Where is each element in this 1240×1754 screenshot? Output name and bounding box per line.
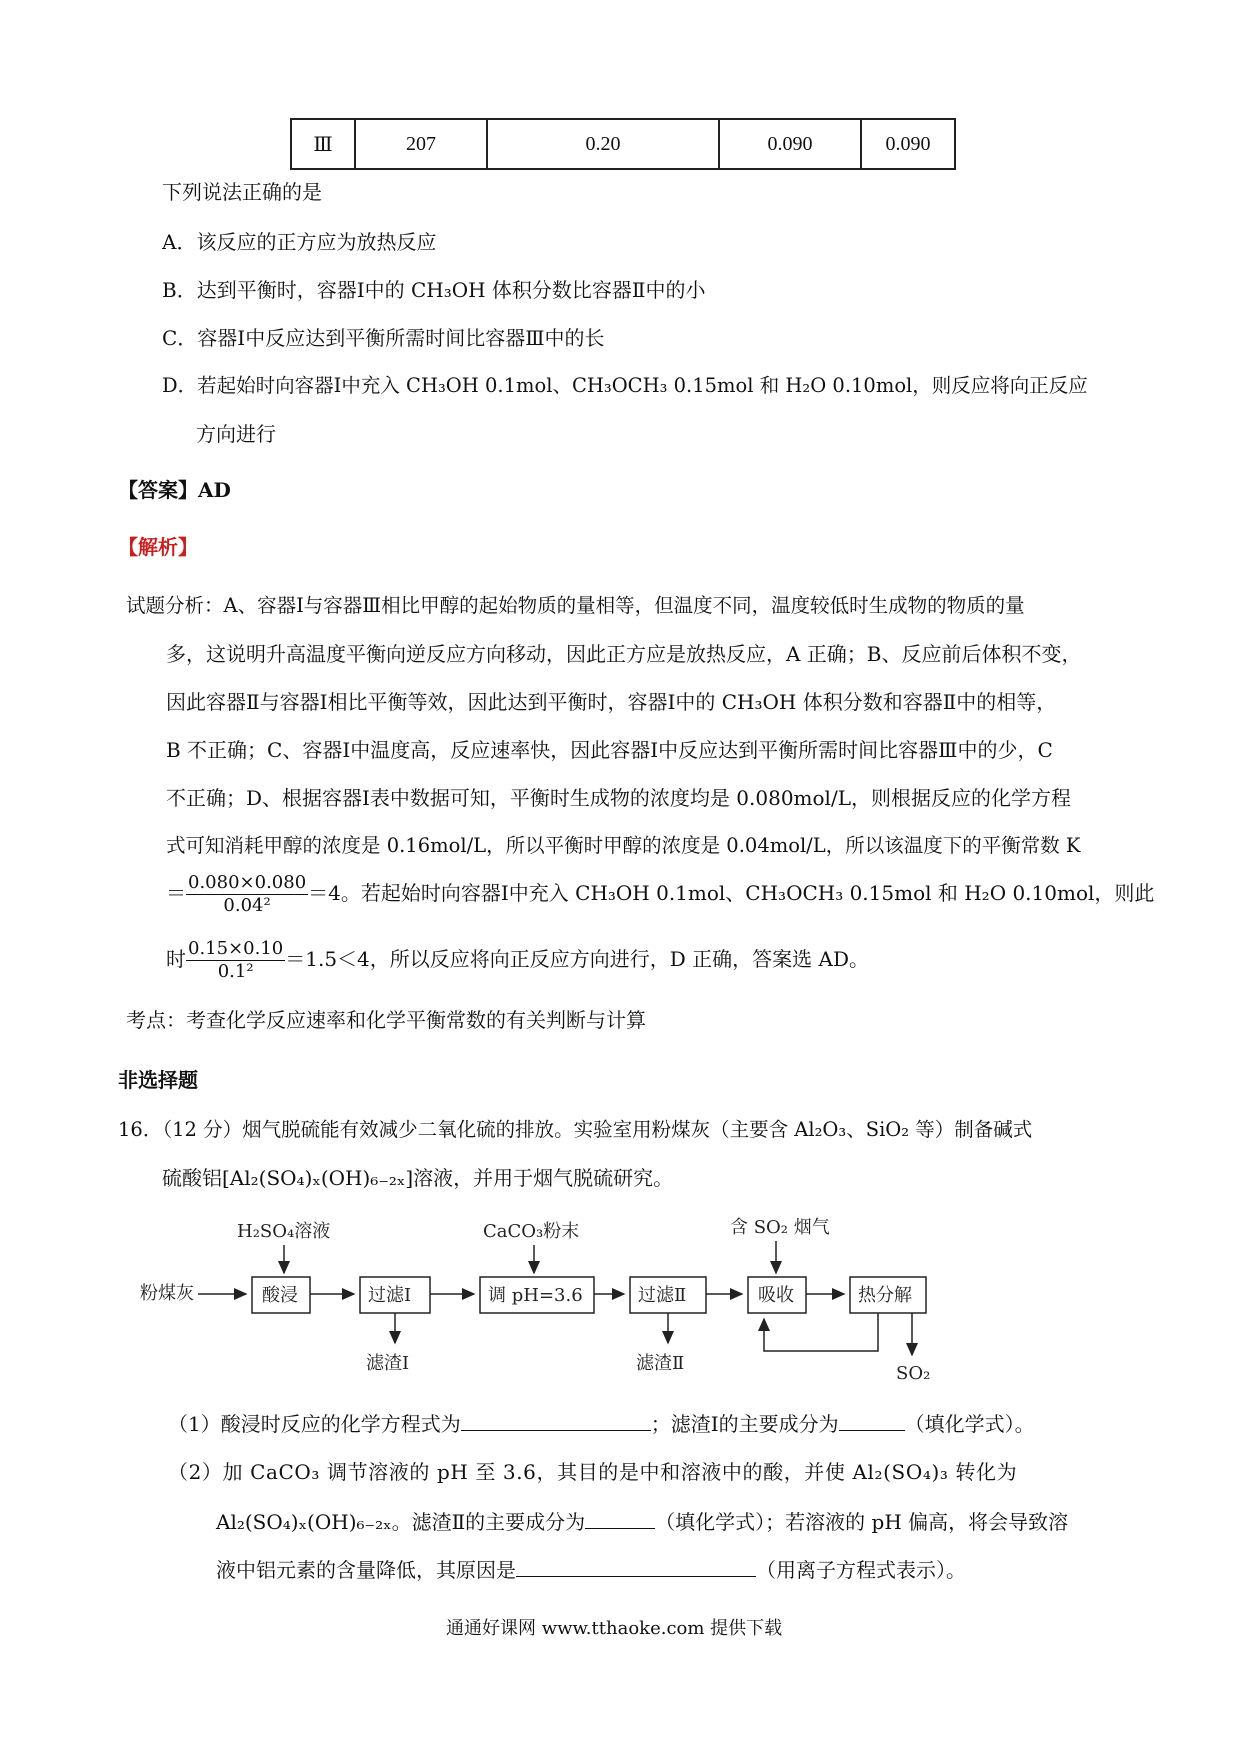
analysis-line-3: 因此容器Ⅱ与容器Ⅰ相比平衡等效，因此达到平衡时，容器Ⅰ中的 CH₃OH 体积分数和容器Ⅱ中的相等， — [166, 690, 1057, 714]
blank-ionic-equation[interactable] — [516, 1554, 756, 1577]
sub2-text-a: Al₂(SO₄)ₓ(OH)₆₋₂ₓ。滤渣Ⅱ的主要成分为 — [216, 1510, 586, 1534]
blank-equation[interactable] — [461, 1408, 651, 1431]
section-title: 非选择题 — [118, 1068, 198, 1092]
question-16-line2: 硫酸铝[Al₂(SO₄)ₓ(OH)₆₋₂ₓ]溶液，并用于烟气脱硫研究。 — [162, 1166, 674, 1190]
output-residue-2: 滤渣Ⅱ — [636, 1353, 685, 1374]
option-a: A．该反应的正方应为放热反应 — [162, 230, 437, 254]
fraction-k-numerator: 0.080×0.080 — [188, 872, 307, 893]
analysis-line-1: 试题分析：A、容器Ⅰ与容器Ⅲ相比甲醇的起始物质的量相等，但温度不同，温度较低时生成物的物质的量 — [126, 594, 1025, 617]
table-cell-c1: 0.20 — [487, 119, 719, 169]
analysis-line-8-prefix: 时 — [166, 947, 186, 971]
option-b: B．达到平衡时，容器Ⅰ中的 CH₃OH 体积分数比容器Ⅱ中的小 — [162, 278, 706, 302]
fraction-k-denominator: 0.04² — [223, 895, 271, 916]
table-cell-label: Ⅲ — [291, 119, 355, 169]
data-table — [290, 118, 956, 170]
fraction-k — [186, 872, 308, 917]
analysis-label: 【解析】 — [118, 535, 198, 559]
process-flow-diagram — [140, 1215, 960, 1385]
input-h2so4-label: H₂SO₄溶液 — [237, 1221, 331, 1242]
blank-residue-1[interactable] — [839, 1408, 905, 1431]
analysis-line-4: B 不正确；C、容器Ⅰ中温度高，反应速率快，因此容器Ⅰ中反应达到平衡所需时间比容器Ⅲ中的少，C — [166, 738, 1053, 762]
sub1-text-a: （1）酸浸时反应的化学方程式为 — [168, 1412, 461, 1436]
step-absorb: 吸收 — [758, 1285, 794, 1306]
answer-label: 【答案】 — [118, 478, 198, 502]
analysis-line-6: 式可知消耗甲醇的浓度是 0.16mol/L，所以平衡时甲醇的浓度是 0.04mol/L，所以该温度下的平衡常数 K — [166, 834, 1081, 857]
analysis-line-7-text: ＝4。若起始时向容器Ⅰ中充入 CH₃OH 0.1mol、CH₃OCH₃ 0.15mol 和 H₂O 0.10mol，则此 — [308, 881, 1155, 905]
answer-value: AD — [198, 478, 231, 502]
step-filter-2: 过滤Ⅱ — [638, 1285, 687, 1306]
option-d-line1: D．若起始时向容器Ⅰ中充入 CH₃OH 0.1mol、CH₃OCH₃ 0.15mol 和 H₂O 0.10mol，则反应将向正反应 — [162, 374, 1088, 397]
table-cell-c2: 0.090 — [719, 119, 861, 169]
equals-sign: ＝ — [166, 881, 186, 905]
flow-start-label: 粉煤灰 — [140, 1283, 194, 1304]
fraction-q — [186, 938, 285, 983]
step-thermal-decomp: 热分解 — [858, 1285, 912, 1306]
sub-question-2-line2 — [216, 1506, 1068, 1536]
option-c: C．容器Ⅰ中反应达到平衡所需时间比容器Ⅲ中的长 — [162, 326, 605, 350]
output-so2: SO₂ — [896, 1363, 931, 1384]
sub-question-1 — [168, 1408, 1035, 1438]
sub2-text-b: （填化学式）；若溶液的 pH 偏高，将会导致溶 — [655, 1510, 1069, 1534]
fraction-q-denominator: 0.1² — [217, 961, 254, 982]
sub1-text-c: （填化学式）。 — [904, 1412, 1035, 1436]
sub-question-2-line3 — [216, 1554, 966, 1584]
input-so2-label: 含 SO₂ 烟气 — [730, 1217, 830, 1238]
sub2-text-c: 液中铝元素的含量降低，其原因是 — [216, 1558, 516, 1582]
table-cell-c3: 0.090 — [861, 119, 955, 169]
output-residue-1: 滤渣Ⅰ — [366, 1353, 410, 1374]
kaodian: 考点：考查化学反应速率和化学平衡常数的有关判断与计算 — [126, 1008, 646, 1032]
analysis-line-2: 多，这说明升高温度平衡向逆反应方向移动，因此正方应是放热反应，A 正确；B、反应前后体积不变， — [166, 642, 1082, 666]
analysis-line-5: 不正确；D、根据容器Ⅰ表中数据可知，平衡时生成物的浓度均是 0.080mol/L，则根据反应的化学方程 — [166, 786, 1071, 810]
step-acid-leach: 酸浸 — [262, 1285, 298, 1306]
table-row — [291, 119, 955, 169]
sub1-text-b: ；滤渣Ⅰ的主要成分为 — [650, 1412, 839, 1436]
table-cell-temp: 207 — [355, 119, 487, 169]
page-footer: 通通好课网 www.tthaoke.com 提供下载 — [446, 1618, 783, 1639]
question-16-line1: 16．（12 分）烟气脱硫能有效减少二氧化硫的排放。实验室用粉煤灰（主要含 Al₂O₃、SiO₂ 等）制备碱式 — [118, 1118, 1033, 1141]
sub-question-2-line1: （2）加 CaCO₃ 调节溶液的 pH 至 3.6，其目的是中和溶液中的酸，并使 Al₂(SO₄)₃ 转化为 — [168, 1460, 1018, 1484]
step-filter-1: 过滤Ⅰ — [368, 1285, 412, 1306]
answer-line — [118, 476, 231, 504]
option-d-line2: 方向进行 — [196, 422, 276, 446]
step-adjust-ph: 调 pH=3.6 — [488, 1285, 583, 1306]
input-caco3-label: CaCO₃粉末 — [483, 1221, 580, 1242]
analysis-line-8 — [166, 938, 869, 983]
analysis-line-8-text: ＝1.5＜4，所以反应将向正反应方向进行，D 正确，答案选 AD。 — [285, 947, 870, 971]
analysis-line-7 — [166, 872, 1154, 917]
fraction-q-numerator: 0.15×0.10 — [188, 938, 284, 959]
sub2-text-d: （用离子方程式表示）。 — [756, 1558, 966, 1582]
blank-residue-2[interactable] — [585, 1506, 655, 1529]
question-stem: 下列说法正确的是 — [162, 180, 322, 204]
